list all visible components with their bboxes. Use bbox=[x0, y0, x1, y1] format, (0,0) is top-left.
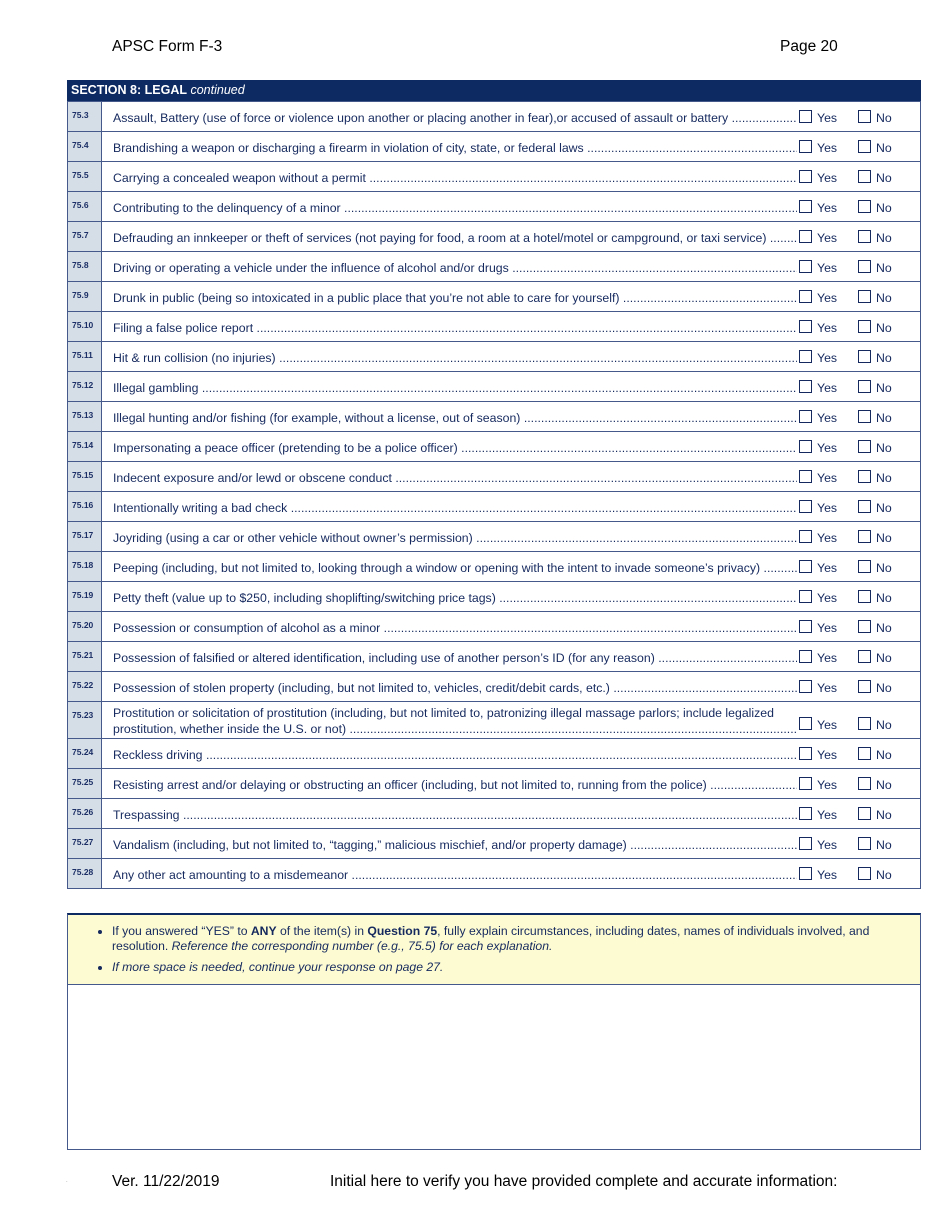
no-checkbox[interactable] bbox=[858, 170, 871, 183]
question-row bbox=[68, 162, 921, 192]
question-number: 75.16 bbox=[68, 492, 102, 522]
no-option[interactable]: No bbox=[858, 867, 892, 882]
no-checkbox[interactable] bbox=[858, 807, 871, 820]
question-number: 75.26 bbox=[68, 799, 102, 829]
no-option[interactable]: No bbox=[858, 717, 892, 732]
yes-option[interactable]: Yes bbox=[799, 410, 837, 425]
yes-checkbox[interactable] bbox=[799, 170, 812, 183]
question-row bbox=[68, 192, 921, 222]
yes-checkbox[interactable] bbox=[799, 867, 812, 880]
question-row bbox=[68, 462, 921, 492]
yes-checkbox[interactable] bbox=[799, 260, 812, 273]
yes-checkbox[interactable] bbox=[799, 747, 812, 760]
yes-checkbox[interactable] bbox=[799, 650, 812, 663]
yes-checkbox[interactable] bbox=[799, 200, 812, 213]
yes-checkbox[interactable] bbox=[799, 560, 812, 573]
no-option[interactable]: No bbox=[858, 350, 892, 365]
question-number: 75.23 bbox=[68, 702, 102, 739]
yes-checkbox[interactable] bbox=[799, 777, 812, 790]
no-option[interactable]: No bbox=[858, 320, 892, 335]
question-table bbox=[67, 101, 921, 889]
question-row bbox=[68, 252, 921, 282]
question-number: 75.14 bbox=[68, 432, 102, 462]
page-number: Page 20 bbox=[780, 38, 838, 55]
no-checkbox[interactable] bbox=[858, 747, 871, 760]
no-option[interactable]: No bbox=[858, 410, 892, 425]
yes-option[interactable]: Yes bbox=[799, 650, 837, 665]
question-row bbox=[68, 402, 921, 432]
question-number: 75.17 bbox=[68, 522, 102, 552]
question-number: 75.11 bbox=[68, 342, 102, 372]
yes-option[interactable]: Yes bbox=[799, 807, 837, 822]
question-text: Possession of stolen property (including, but not limited to, vehicles, credit/debit cards, etc.) ..... bbox=[113, 681, 797, 695]
question-number: 75.7 bbox=[68, 222, 102, 252]
question-text: Any other act amounting to a misdemeanor ..... bbox=[113, 868, 797, 882]
no-checkbox[interactable] bbox=[858, 110, 871, 123]
question-number: 75.5 bbox=[68, 162, 102, 192]
yes-option[interactable]: Yes bbox=[799, 260, 837, 275]
question-row bbox=[68, 859, 921, 889]
question-text: Peeping (including, but not limited to, looking through a window or opening with the intent to invade someone’s privacy) ..... bbox=[113, 561, 797, 575]
question-text: Assault, Battery (use of force or violence upon another or placing another in fear),or accused of assault or battery ..... bbox=[113, 111, 797, 125]
question-number: 75.28 bbox=[68, 859, 102, 889]
question-text: Driving or operating a vehicle under the influence of alcohol and/or drugs ..... bbox=[113, 261, 797, 275]
legal-form bbox=[67, 80, 921, 889]
question-text: Joyriding (using a car or other vehicle without owner’s permission) ..... bbox=[113, 531, 797, 545]
question-number: 75.4 bbox=[68, 132, 102, 162]
no-option[interactable]: No bbox=[858, 440, 892, 455]
yes-checkbox[interactable] bbox=[799, 320, 812, 333]
yes-checkbox[interactable] bbox=[799, 590, 812, 603]
question-number: 75.27 bbox=[68, 829, 102, 859]
no-option[interactable]: No bbox=[858, 200, 892, 215]
form-name: APSC Form F-3 bbox=[112, 38, 223, 55]
yes-checkbox[interactable] bbox=[799, 470, 812, 483]
question-row bbox=[68, 132, 921, 162]
yes-option[interactable]: Yes bbox=[799, 470, 837, 485]
question-number: 75.22 bbox=[68, 672, 102, 702]
yes-checkbox[interactable] bbox=[799, 620, 812, 633]
question-text: Vandalism (including, but not limited to, “tagging,” malicious mischief, and/or property damage) ..... bbox=[113, 838, 797, 852]
question-text: Prostitution or solicitation of prostitution (including, but not limited to, patronizing illegal massage parlors; include legalized prostitution, whether inside the U.S. or not) ..... bbox=[113, 705, 797, 737]
question-text: Indecent exposure and/or lewd or obscene conduct ..... bbox=[113, 471, 797, 485]
yes-option[interactable]: Yes bbox=[799, 747, 837, 762]
question-text: Petty theft (value up to $250, including shoplifting/switching price tags) ..... bbox=[113, 591, 797, 605]
yes-option[interactable]: Yes bbox=[799, 320, 837, 335]
question-row bbox=[68, 492, 921, 522]
no-checkbox[interactable] bbox=[858, 140, 871, 153]
question-number: 75.10 bbox=[68, 312, 102, 342]
question-row bbox=[68, 432, 921, 462]
no-option[interactable]: No bbox=[858, 650, 892, 665]
question-row bbox=[68, 799, 921, 829]
yes-checkbox[interactable] bbox=[799, 807, 812, 820]
no-option[interactable]: No bbox=[858, 807, 892, 822]
yes-option[interactable]: Yes bbox=[799, 680, 837, 695]
question-number: 75.18 bbox=[68, 552, 102, 582]
question-text: Defrauding an innkeeper or theft of services (not paying for food, a room at a hotel/motel or campground, or taxi service) ..... bbox=[113, 231, 797, 245]
no-option[interactable]: No bbox=[858, 110, 892, 125]
question-row bbox=[68, 702, 921, 739]
instruction-1: • If you answered “YES” to ANY of the item(s) in Question 75, fully explain circumstances, including dates, names of individuals involved, and resolution. Reference the corresponding number (e.g., 75.5) for each explanation. bbox=[112, 924, 920, 954]
yes-option[interactable]: Yes bbox=[799, 560, 837, 575]
question-row bbox=[68, 222, 921, 252]
yes-checkbox[interactable] bbox=[799, 290, 812, 303]
no-checkbox[interactable] bbox=[858, 620, 871, 633]
yes-checkbox[interactable] bbox=[799, 440, 812, 453]
no-checkbox[interactable] bbox=[858, 837, 871, 850]
question-number: 75.25 bbox=[68, 769, 102, 799]
no-checkbox[interactable] bbox=[858, 350, 871, 363]
yes-checkbox[interactable] bbox=[799, 500, 812, 513]
no-option[interactable]: No bbox=[858, 470, 892, 485]
yes-option[interactable]: Yes bbox=[799, 350, 837, 365]
question-text: Possession or consumption of alcohol as a minor ..... bbox=[113, 621, 797, 635]
yes-option[interactable]: Yes bbox=[799, 500, 837, 515]
yes-option[interactable]: Yes bbox=[799, 867, 837, 882]
yes-checkbox[interactable] bbox=[799, 380, 812, 393]
no-option[interactable]: No bbox=[858, 680, 892, 695]
yes-option[interactable]: Yes bbox=[799, 290, 837, 305]
section-continued: continued bbox=[190, 83, 245, 97]
question-row bbox=[68, 582, 921, 612]
question-text: Brandishing a weapon or discharging a firearm in violation of city, state, or federal laws ..... bbox=[113, 141, 797, 155]
yes-option[interactable]: Yes bbox=[799, 380, 837, 395]
question-number: 75.9 bbox=[68, 282, 102, 312]
yes-option[interactable]: Yes bbox=[799, 777, 837, 792]
no-checkbox[interactable] bbox=[858, 777, 871, 790]
no-option[interactable]: No bbox=[858, 260, 892, 275]
no-option[interactable]: No bbox=[858, 560, 892, 575]
no-checkbox[interactable] bbox=[858, 440, 871, 453]
no-option[interactable]: No bbox=[858, 290, 892, 305]
no-checkbox[interactable] bbox=[858, 650, 871, 663]
explanation-area[interactable] bbox=[67, 983, 921, 1150]
yes-option[interactable]: Yes bbox=[799, 200, 837, 215]
no-option[interactable]: No bbox=[858, 620, 892, 635]
question-text: Trespassing ..... bbox=[113, 808, 797, 822]
yes-option[interactable]: Yes bbox=[799, 140, 837, 155]
question-text: Filing a false police report ..... bbox=[113, 321, 797, 335]
question-number: 75.24 bbox=[68, 739, 102, 769]
question-text: Impersonating a peace officer (pretending to be a police officer) ..... bbox=[113, 441, 797, 455]
no-checkbox[interactable] bbox=[858, 717, 871, 730]
instructions-box bbox=[67, 913, 921, 985]
no-checkbox[interactable] bbox=[858, 470, 871, 483]
question-row bbox=[68, 372, 921, 402]
yes-option[interactable]: Yes bbox=[799, 110, 837, 125]
question-text: Reckless driving ..... bbox=[113, 748, 797, 762]
no-checkbox[interactable] bbox=[858, 680, 871, 693]
no-option[interactable]: No bbox=[858, 747, 892, 762]
question-row bbox=[68, 522, 921, 552]
no-checkbox[interactable] bbox=[858, 410, 871, 423]
instruction-2: • If more space is needed, continue your response on page 27. bbox=[112, 960, 920, 975]
yes-checkbox[interactable] bbox=[799, 140, 812, 153]
no-checkbox[interactable] bbox=[858, 590, 871, 603]
question-number: 75.19 bbox=[68, 582, 102, 612]
no-option[interactable]: No bbox=[858, 590, 892, 605]
yes-option[interactable]: Yes bbox=[799, 530, 837, 545]
yes-checkbox[interactable] bbox=[799, 110, 812, 123]
question-row bbox=[68, 829, 921, 859]
yes-checkbox[interactable] bbox=[799, 717, 812, 730]
no-option[interactable]: No bbox=[858, 230, 892, 245]
no-checkbox[interactable] bbox=[858, 530, 871, 543]
no-checkbox[interactable] bbox=[858, 200, 871, 213]
yes-option[interactable]: Yes bbox=[799, 230, 837, 245]
question-number: 75.12 bbox=[68, 372, 102, 402]
no-option[interactable]: No bbox=[858, 380, 892, 395]
section-title: SECTION 8: LEGAL bbox=[71, 83, 187, 97]
yes-option[interactable]: Yes bbox=[799, 620, 837, 635]
question-row bbox=[68, 552, 921, 582]
question-row bbox=[68, 102, 921, 132]
initial-prompt: Initial here to verify you have provided complete and accurate information: bbox=[330, 1173, 838, 1190]
question-number: 75.15 bbox=[68, 462, 102, 492]
question-row bbox=[68, 769, 921, 799]
question-text: Illegal hunting and/or fishing (for example, without a license, out of season) ..... bbox=[113, 411, 797, 425]
yes-checkbox[interactable] bbox=[799, 837, 812, 850]
question-number: 75.6 bbox=[68, 192, 102, 222]
question-text: Drunk in public (being so intoxicated in a public place that you’re not able to care for yourself) ..... bbox=[113, 291, 797, 305]
no-checkbox[interactable] bbox=[858, 500, 871, 513]
question-row bbox=[68, 739, 921, 769]
yes-checkbox[interactable] bbox=[799, 680, 812, 693]
question-text: Illegal gambling ..... bbox=[113, 381, 797, 395]
no-option[interactable]: No bbox=[858, 530, 892, 545]
question-text: Hit & run collision (no injuries) ..... bbox=[113, 351, 797, 365]
no-option[interactable]: No bbox=[858, 170, 892, 185]
no-option[interactable]: No bbox=[858, 140, 892, 155]
no-checkbox[interactable] bbox=[858, 380, 871, 393]
question-row bbox=[68, 342, 921, 372]
no-option[interactable]: No bbox=[858, 837, 892, 852]
no-option[interactable]: No bbox=[858, 500, 892, 515]
question-row bbox=[68, 672, 921, 702]
no-checkbox[interactable] bbox=[858, 867, 871, 880]
no-checkbox[interactable] bbox=[858, 290, 871, 303]
no-option[interactable]: No bbox=[858, 777, 892, 792]
yes-option[interactable]: Yes bbox=[799, 837, 837, 852]
yes-option[interactable]: Yes bbox=[799, 590, 837, 605]
question-row bbox=[68, 612, 921, 642]
yes-checkbox[interactable] bbox=[799, 350, 812, 363]
question-text: Contributing to the delinquency of a minor ..... bbox=[113, 201, 797, 215]
yes-option[interactable]: Yes bbox=[799, 440, 837, 455]
yes-option[interactable]: Yes bbox=[799, 170, 837, 185]
version: Ver. 11/22/2019 bbox=[112, 1173, 220, 1190]
yes-checkbox[interactable] bbox=[799, 530, 812, 543]
no-checkbox[interactable] bbox=[858, 260, 871, 273]
yes-checkbox[interactable] bbox=[799, 410, 812, 423]
question-number: 75.3 bbox=[68, 102, 102, 132]
yes-checkbox[interactable] bbox=[799, 230, 812, 243]
question-text: Intentionally writing a bad check ..... bbox=[113, 501, 797, 515]
question-text: Carrying a concealed weapon without a permit ..... bbox=[113, 171, 797, 185]
question-number: 75.21 bbox=[68, 642, 102, 672]
question-number: 75.13 bbox=[68, 402, 102, 432]
no-checkbox[interactable] bbox=[858, 230, 871, 243]
question-row bbox=[68, 282, 921, 312]
question-text: Possession of falsified or altered identification, including use of another person’s ID (for any reason) ..... bbox=[113, 651, 797, 665]
no-checkbox[interactable] bbox=[858, 560, 871, 573]
no-checkbox[interactable] bbox=[858, 320, 871, 333]
section-header bbox=[67, 80, 921, 101]
question-row bbox=[68, 642, 921, 672]
question-text: Resisting arrest and/or delaying or obstructing an officer (including, but not limited to, running from the police) ..... bbox=[113, 778, 797, 792]
question-number: 75.8 bbox=[68, 252, 102, 282]
yes-option[interactable]: Yes bbox=[799, 717, 837, 732]
question-number: 75.20 bbox=[68, 612, 102, 642]
question-row bbox=[68, 312, 921, 342]
